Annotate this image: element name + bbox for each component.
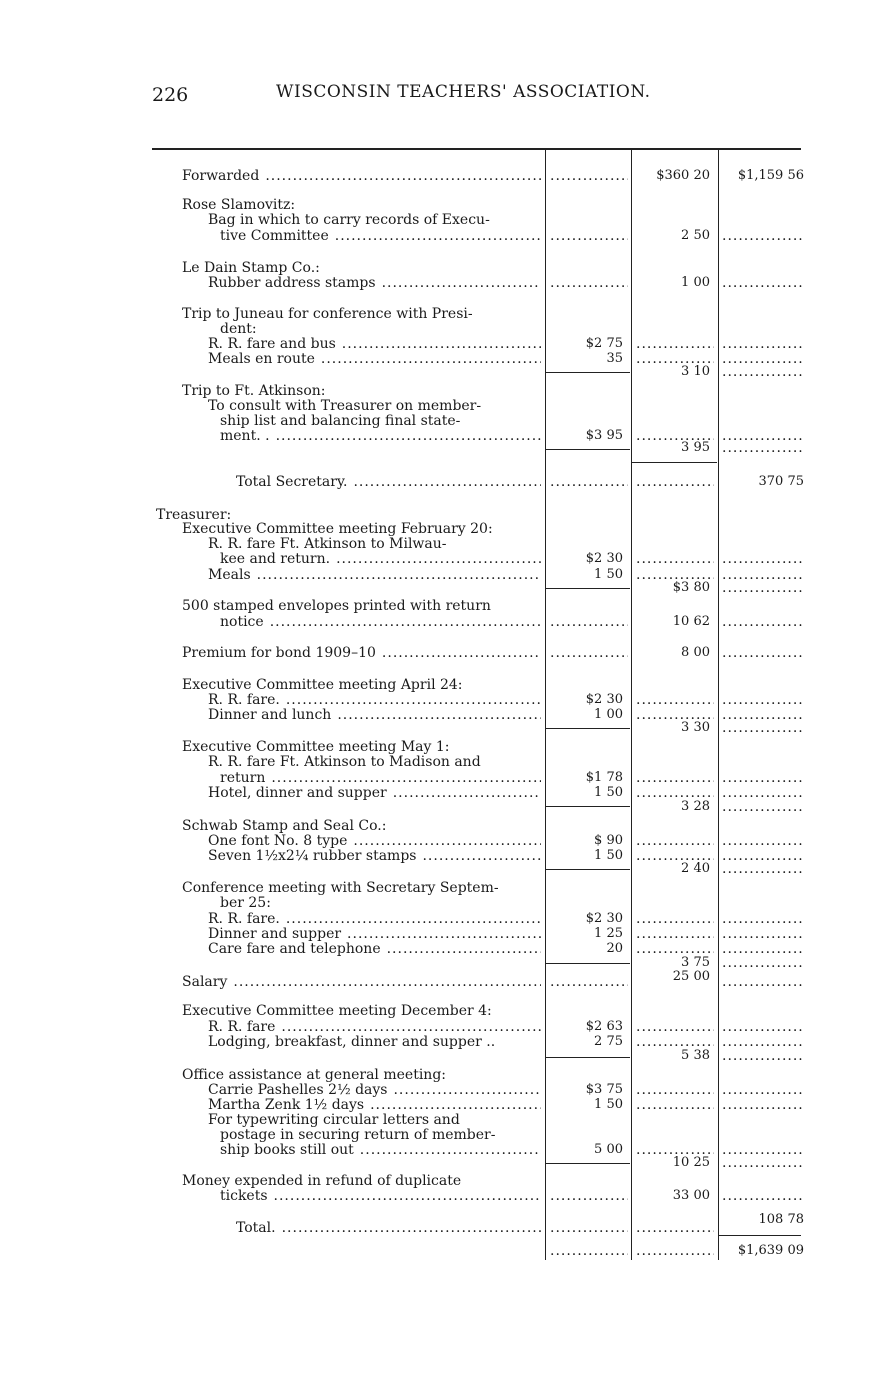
entry-description: ber 25:: [220, 895, 271, 911]
column-dot-leader: [722, 364, 802, 380]
entry-description: Lodging, breakfast, dinner and supper ..: [208, 1034, 496, 1050]
amount-c1: 1 25: [594, 926, 623, 941]
ledger-row: [0, 818, 896, 834]
dot-leader: [286, 692, 541, 708]
ledger-row: [0, 1188, 896, 1204]
amount-c1: $2 30: [585, 692, 623, 707]
column-dot-leader: [722, 1188, 802, 1204]
amount-c2: 5 38: [681, 1048, 710, 1063]
ledger-row: [0, 720, 896, 736]
column-dot-leader: [722, 440, 802, 456]
entry-description: Bag in which to carry records of Execu-: [208, 212, 490, 228]
entry-description: Trip to Juneau for conference with Presi-: [182, 306, 473, 322]
ledger-row: [0, 383, 896, 399]
entry-description: Executive Committee meeting May 1:: [182, 739, 450, 755]
column-dot-leader: [636, 1220, 714, 1236]
dot-leader: [335, 228, 541, 244]
amount-c2: 3 75: [681, 955, 710, 970]
entry-description: R. R. fare Ft. Atkinson to Milwau-: [208, 536, 447, 552]
ledger-row: [0, 739, 896, 755]
amount-c1: $2 75: [585, 336, 623, 351]
amount-c2: $3 80: [672, 580, 710, 595]
ledger-row: [0, 1048, 896, 1064]
column-dot-leader: [722, 336, 802, 352]
amount-c1: 1 50: [594, 785, 623, 800]
entry-description: Salary: [182, 974, 228, 990]
column-dot-leader: [722, 974, 802, 990]
ledger-row: [0, 1173, 896, 1189]
ledger-row: [0, 440, 896, 456]
ledger-row: [0, 880, 896, 896]
dot-leader: [233, 974, 541, 990]
dot-leader: [270, 614, 541, 630]
entry-description: For typewriting circular letters and: [208, 1112, 460, 1128]
ledger-row: [0, 306, 896, 322]
ledger-row: [0, 1067, 896, 1083]
entry-description: One font No. 8 type: [208, 833, 348, 849]
dot-leader: [393, 1082, 541, 1098]
amount-c1: $2 30: [585, 911, 623, 926]
amount-c1: $2 63: [585, 1019, 623, 1034]
column-dot-leader: [550, 614, 628, 630]
amount-c3: $1,159 56: [737, 168, 804, 183]
amount-c1: 1 00: [594, 707, 623, 722]
column-dot-leader: [636, 1019, 714, 1035]
amount-c1: 35: [606, 351, 623, 366]
amount-c2: 10 62: [672, 614, 710, 629]
entry-description: Care fare and telephone: [208, 941, 381, 957]
entry-description: 500 stamped envelopes printed with return: [182, 598, 491, 614]
ledger-row: [0, 1019, 896, 1035]
page-number: 226: [152, 84, 189, 106]
amount-c1: $3 95: [585, 428, 623, 443]
entry-description: Treasurer:: [156, 507, 232, 523]
column-dot-leader: [722, 720, 802, 736]
ledger-row: [0, 1082, 896, 1098]
ledger-row: [0, 212, 896, 228]
column-dot-leader: [722, 614, 802, 630]
ledger-row: [0, 474, 896, 490]
amount-c1: 20: [606, 941, 623, 956]
amount-c2: 8 00: [681, 645, 710, 660]
ledger-row: [0, 228, 896, 244]
entry-description: Conference meeting with Secretary Septem-: [182, 880, 499, 896]
ledger-row: [0, 413, 896, 429]
amount-c2: 2 50: [681, 228, 710, 243]
entry-description: R. R. fare.: [208, 911, 280, 927]
entry-description: kee and return.: [220, 551, 331, 567]
entry-description: tickets: [220, 1188, 268, 1204]
amount-c2: 2 40: [681, 861, 710, 876]
entry-description: Meals: [208, 567, 251, 583]
entry-description: Meals en route: [208, 351, 315, 367]
ledger-row: [0, 551, 896, 567]
column-dot-leader: [722, 770, 802, 786]
column-dot-leader: [550, 1220, 628, 1236]
dot-leader: [336, 551, 541, 567]
column-dot-leader: [550, 474, 628, 490]
entry-description: Carrie Pashelles 2½ days: [208, 1082, 388, 1098]
entry-description: R. R. fare Ft. Atkinson to Madison and: [208, 754, 481, 770]
amount-c1: $1 78: [585, 770, 623, 785]
column-dot-leader: [636, 833, 714, 849]
ledger-row: [0, 536, 896, 552]
column-dot-leader: [636, 551, 714, 567]
running-header: WISCONSIN TEACHERS' ASSOCIATION.: [276, 82, 651, 102]
amount-c2: 25 00: [672, 969, 710, 984]
column-dot-leader: [636, 1082, 714, 1098]
column-dot-leader: [722, 911, 802, 927]
column-dot-leader: [722, 833, 802, 849]
column-dot-leader: [722, 926, 802, 942]
amount-c1: $3 75: [585, 1082, 623, 1097]
amount-c2: 1 00: [681, 275, 710, 290]
entry-description: Money expended in refund of duplicate: [182, 1173, 462, 1189]
subtotal-rule: [546, 963, 630, 964]
dot-leader: [382, 645, 541, 661]
dot-leader: [274, 1188, 541, 1204]
amount-c2: 3 28: [681, 799, 710, 814]
dot-leader: [282, 1220, 541, 1236]
subtotal-rule: [546, 869, 630, 870]
ledger-row: [0, 1155, 896, 1171]
dot-leader: [382, 275, 541, 291]
entry-description: Seven 1½x2¼ rubber stamps: [208, 848, 417, 864]
column-dot-leader: [636, 1243, 714, 1259]
ledger-row: [0, 598, 896, 614]
column-dot-leader: [636, 911, 714, 927]
entry-description: Trip to Ft. Atkinson:: [182, 383, 326, 399]
entry-description: return: [220, 770, 266, 786]
entry-description: ship books still out: [220, 1142, 354, 1158]
ledger-row: [0, 398, 896, 414]
ledger-row: [0, 770, 896, 786]
column-dot-leader: [722, 692, 802, 708]
amount-c1: 1 50: [594, 848, 623, 863]
entry-description: Office assistance at general meeting:: [182, 1067, 447, 1083]
ledger-row: [0, 911, 896, 927]
dot-leader: [342, 336, 541, 352]
ledger-row: [0, 275, 896, 291]
ledger-row: [0, 754, 896, 770]
column-dot-leader: [636, 926, 714, 942]
ledger-row: [0, 1220, 896, 1236]
amount-c1: 1 50: [594, 1097, 623, 1112]
column-dot-leader: [550, 275, 628, 291]
ledger-row: [0, 521, 896, 537]
column-dot-leader: [636, 1097, 714, 1113]
column-dot-leader: [636, 336, 714, 352]
column-dot-leader: [550, 1188, 628, 1204]
ledger-row: [0, 861, 896, 877]
ledger-row: [0, 677, 896, 693]
column-dot-leader: [550, 974, 628, 990]
amount-c1: 5 00: [594, 1142, 623, 1157]
dot-leader: [286, 911, 541, 927]
ledger-row: [0, 833, 896, 849]
column-dot-leader: [722, 645, 802, 661]
entry-description: Rose Slamovitz:: [182, 197, 296, 213]
ledger-row: [0, 614, 896, 630]
ledger-row: [0, 692, 896, 708]
column-dot-leader: [550, 645, 628, 661]
subtotal-rule: [546, 728, 630, 729]
amount-c2: 3 10: [681, 364, 710, 379]
entry-description: Total Secretary.: [236, 474, 348, 490]
column-dot-leader: [636, 770, 714, 786]
dot-leader: [347, 926, 541, 942]
ledger-row: [0, 336, 896, 352]
subtotal-rule: [546, 1163, 630, 1164]
entry-description: dent:: [220, 321, 257, 337]
amount-c2: 3 95: [681, 440, 710, 455]
subtotal-rule: [546, 1057, 630, 1058]
entry-description: Executive Committee meeting February 20:: [182, 521, 493, 537]
amount-c2: 33 00: [672, 1188, 710, 1203]
dot-leader: [265, 168, 541, 184]
subtotal-rule: [546, 806, 630, 807]
column-dot-leader: [550, 168, 628, 184]
entry-description: Le Dain Stamp Co.:: [182, 260, 320, 276]
dot-leader: [353, 833, 541, 849]
ledger-row: [0, 197, 896, 213]
ledger-row: [0, 926, 896, 942]
entry-description: To consult with Treasurer on member-: [208, 398, 482, 414]
subtotal-rule: [546, 588, 630, 589]
column-dot-leader: [636, 474, 714, 490]
entry-description: Martha Zenk 1½ days: [208, 1097, 365, 1113]
ledger-row: [0, 1003, 896, 1019]
entry-description: ment. .: [220, 428, 270, 444]
entry-description: Dinner and supper: [208, 926, 342, 942]
dot-leader: [370, 1097, 541, 1113]
amount-c3: 370 75: [758, 474, 804, 489]
subtotal-rule: [719, 1235, 801, 1236]
amount-c2: 3 30: [681, 720, 710, 735]
subtotal-rule: [546, 372, 630, 373]
ledger-row: [0, 1112, 896, 1128]
subtotal-rule: [546, 449, 630, 450]
amount-c2: $360 20: [656, 168, 710, 183]
entry-description: Total.: [236, 1220, 276, 1236]
ledger-row: [0, 1243, 896, 1259]
amount-c3: 108 78: [758, 1212, 804, 1227]
dot-leader: [281, 1019, 541, 1035]
amount-c3: $1,639 09: [737, 1243, 804, 1258]
column-dot-leader: [722, 275, 802, 291]
column-dot-leader: [722, 1082, 802, 1098]
ledger-row: [0, 168, 896, 184]
entry-description: R. R. fare and bus: [208, 336, 336, 352]
column-dot-leader: [550, 228, 628, 244]
column-dot-leader: [636, 692, 714, 708]
entry-description: R. R. fare: [208, 1019, 276, 1035]
ledger-row: [0, 1127, 896, 1143]
ledger-row: [0, 364, 896, 380]
subtotal-rule: [632, 462, 717, 463]
column-dot-leader: [722, 228, 802, 244]
ledger-row: [0, 799, 896, 815]
column-dot-leader: [722, 861, 802, 877]
column-dot-leader: [722, 551, 802, 567]
entry-description: Dinner and lunch: [208, 707, 332, 723]
entry-description: notice: [220, 614, 264, 630]
entry-description: Hotel, dinner and supper: [208, 785, 387, 801]
column-dot-leader: [722, 1019, 802, 1035]
ledger-row: [0, 580, 896, 596]
ledger-row: [0, 895, 896, 911]
column-dot-leader: [722, 1097, 802, 1113]
entry-description: Executive Committee meeting December 4:: [182, 1003, 492, 1019]
ledger-row: [0, 321, 896, 337]
entry-description: Premium for bond 1909–10: [182, 645, 376, 661]
amount-c1: 2 75: [594, 1034, 623, 1049]
amount-c2: 10 25: [672, 1155, 710, 1170]
dot-leader: [353, 474, 541, 490]
amount-c1: $ 90: [594, 833, 623, 848]
column-dot-leader: [722, 1048, 802, 1064]
dot-leader: [271, 770, 541, 786]
entry-description: Executive Committee meeting April 24:: [182, 677, 463, 693]
column-dot-leader: [722, 580, 802, 596]
ledger-row: [0, 974, 896, 990]
column-dot-leader: [550, 1243, 628, 1259]
entry-description: Forwarded: [182, 168, 260, 184]
amount-c1: 1 50: [594, 567, 623, 582]
amount-c1: $2 30: [585, 551, 623, 566]
entry-description: postage in securing return of member-: [220, 1127, 496, 1143]
entry-description: R. R. fare.: [208, 692, 280, 708]
ledger-row: [0, 260, 896, 276]
ledger-row: [0, 1097, 896, 1113]
entry-description: ship list and balancing final state-: [220, 413, 461, 429]
entry-description: tive Committee: [220, 228, 329, 244]
entry-description: Schwab Stamp and Seal Co.:: [182, 818, 387, 834]
column-dot-leader: [722, 1155, 802, 1171]
ledger-row: [0, 645, 896, 661]
entry-description: Rubber address stamps: [208, 275, 376, 291]
column-dot-leader: [722, 799, 802, 815]
